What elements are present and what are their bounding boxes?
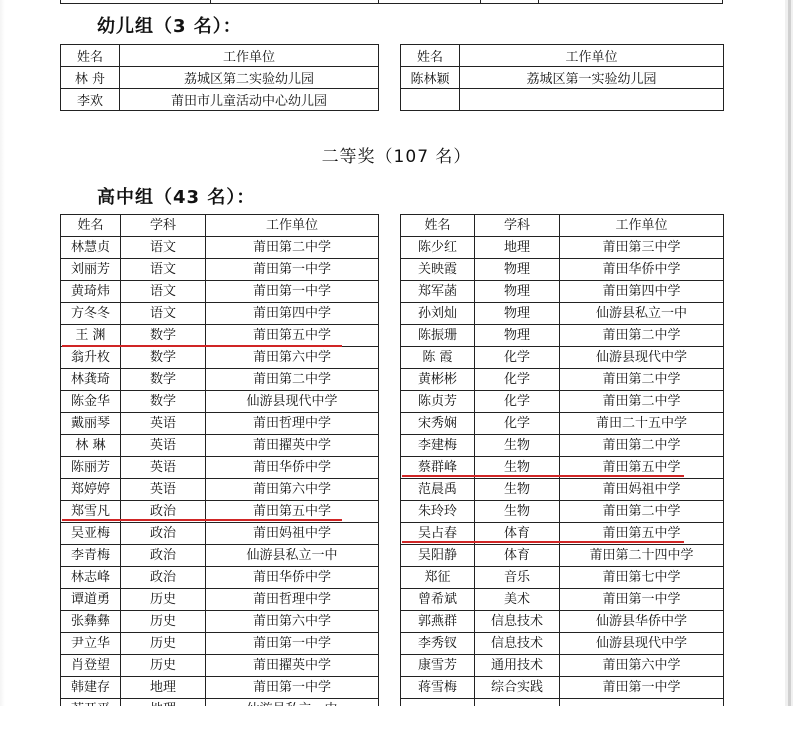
subject-cell: 生物 [475,501,560,523]
unit-cell: 莆田第二中学 [560,501,724,523]
unit-cell: 荔城区第二实验幼儿园 [120,67,379,89]
name-cell: 曾希斌 [401,589,475,611]
subject-cell: 综合实践 [475,677,560,699]
column-gap [379,611,401,633]
page-edge [0,0,5,742]
name-cell: 肖登望 [61,655,121,677]
unit-cell: 莆田第二中学 [560,391,724,413]
table-row [61,589,724,611]
name-cell: 陈少红 [401,237,475,259]
header-name: 姓名 [401,45,460,67]
header-name: 姓名 [401,215,475,237]
unit-cell: 莆田华侨中学 [206,567,379,589]
name-cell: 黄琦炜 [61,281,121,303]
subject-cell: 历史 [121,611,206,633]
name-cell: 谭道勇 [61,589,121,611]
unit-cell: 莆田第六中学 [206,479,379,501]
name-cell: 郑征 [401,567,475,589]
unit-cell: 仙游县现代中学 [560,633,724,655]
second-prize-title: 二等奖（107 名） [321,147,472,167]
unit-cell: 莆田第六中学 [560,655,724,677]
name-cell: 陈丽芳 [61,457,121,479]
subject-cell: 英语 [121,435,206,457]
column-gap [379,215,401,237]
name-cell: 尹立华 [61,633,121,655]
subject-cell: 数学 [121,347,206,369]
header-name: 姓名 [61,45,120,67]
name-cell: 张彝彝 [61,611,121,633]
subject-cell: 生物 [475,435,560,457]
unit-cell: 莆田妈祖中学 [206,523,379,545]
subject-cell: 政治 [121,523,206,545]
scrollbar[interactable] [785,0,793,742]
unit-cell: 莆田第一中学 [206,259,379,281]
header-unit: 工作单位 [120,45,379,67]
unit-cell: 仙游县私立一中 [560,303,724,325]
table-row [61,633,724,655]
name-cell: 吴亚梅 [61,523,121,545]
column-gap [379,567,401,589]
unit-cell: 莆田擢英中学 [206,435,379,457]
name-cell: 林慧贞 [61,237,121,259]
subject-cell: 语文 [121,281,206,303]
subject-cell: 音乐 [475,567,560,589]
table-row [61,391,724,413]
name-cell: 蒋雪梅 [401,677,475,699]
table-row [61,413,724,435]
name-cell [401,89,460,111]
subject-cell: 数学 [121,391,206,413]
subject-cell: 化学 [475,413,560,435]
name-cell: 翁升枚 [61,347,121,369]
table-row [61,281,724,303]
unit-cell: 莆田第二中学 [206,237,379,259]
name-cell: 朱玲玲 [401,501,475,523]
name-cell: 宋秀娴 [401,413,475,435]
unit-cell: 莆田第六中学 [206,347,379,369]
subject-cell: 生物 [475,457,560,479]
table-row [61,677,724,699]
red-underline-mark [402,475,684,477]
name-cell: 李秀钗 [401,633,475,655]
name-cell: 王 渊 [61,325,121,347]
unit-cell: 莆田第二十四中学 [560,545,724,567]
subject-cell: 化学 [475,391,560,413]
unit-cell: 莆田市儿童活动中心幼儿园 [120,89,379,111]
table-row [61,303,724,325]
table-row [61,237,724,259]
column-gap [379,523,401,545]
unit-cell: 莆田第一中学 [560,589,724,611]
unit-cell: 莆田哲理中学 [206,589,379,611]
unit-cell: 莆田第一中学 [206,677,379,699]
subject-cell: 英语 [121,413,206,435]
subject-cell: 地理 [121,677,206,699]
subject-cell: 历史 [121,633,206,655]
unit-cell: 莆田华侨中学 [560,259,724,281]
header-name: 姓名 [61,215,121,237]
column-gap [379,259,401,281]
subject-cell: 语文 [121,259,206,281]
table-row [61,347,724,369]
unit-cell: 莆田第二中学 [560,369,724,391]
name-cell: 郑雪凡 [61,501,121,523]
unit-cell: 莆田第一中学 [206,281,379,303]
unit-cell: 莆田第五中学 [206,501,379,523]
kindergarten-table [60,44,724,111]
scrollbar-thumb[interactable] [788,0,791,742]
unit-cell: 莆田第五中学 [560,457,724,479]
name-cell: 刘丽芳 [61,259,121,281]
column-gap [379,281,401,303]
subject-cell: 信息技术 [475,611,560,633]
name-cell: 蔡群峰 [401,457,475,479]
unit-cell: 莆田二十五中学 [560,413,724,435]
name-cell: 黄彬彬 [401,369,475,391]
unit-cell: 莆田第一中学 [206,633,379,655]
subject-cell: 物理 [475,325,560,347]
column-gap [379,501,401,523]
unit-cell: 莆田第四中学 [560,281,724,303]
subject-cell: 语文 [121,237,206,259]
previous-table-bottom [60,0,723,4]
column-gap [379,325,401,347]
name-cell: 郑军菡 [401,281,475,303]
name-cell: 陈 霞 [401,347,475,369]
name-cell: 吴阳静 [401,545,475,567]
subject-cell: 物理 [475,281,560,303]
subject-cell: 美术 [475,589,560,611]
table-header-row [61,215,724,237]
table-row [61,259,724,281]
unit-cell: 莆田第四中学 [206,303,379,325]
table-row [61,479,724,501]
column-gap [379,303,401,325]
name-cell: 关映霞 [401,259,475,281]
name-cell: 郭燕群 [401,611,475,633]
unit-cell: 莆田妈祖中学 [560,479,724,501]
unit-cell [460,89,724,111]
subject-cell: 英语 [121,457,206,479]
column-gap [379,413,401,435]
subject-cell: 政治 [121,501,206,523]
name-cell: 方冬冬 [61,303,121,325]
subject-cell: 英语 [121,479,206,501]
subject-cell: 生物 [475,479,560,501]
column-gap [379,677,401,699]
page-cutoff [0,706,793,742]
name-cell: 孙刘灿 [401,303,475,325]
column-gap [379,435,401,457]
name-cell: 韩建存 [61,677,121,699]
red-underline-mark [62,345,342,347]
column-gap [379,237,401,259]
unit-cell: 莆田第五中学 [206,325,379,347]
unit-cell: 莆田第六中学 [206,611,379,633]
red-underline-mark [402,541,684,543]
table-row [61,655,724,677]
table-row [61,545,724,567]
name-cell: 陈振珊 [401,325,475,347]
unit-cell: 荔城区第一实验幼儿园 [460,67,724,89]
subject-cell: 语文 [121,303,206,325]
unit-cell: 仙游县私立一中 [206,545,379,567]
subject-cell: 政治 [121,567,206,589]
table-row [61,89,724,111]
table-row [61,435,724,457]
header-unit: 工作单位 [560,215,724,237]
column-gap [379,369,401,391]
column-gap [379,589,401,611]
name-cell: 林 琳 [61,435,121,457]
highschool-heading: 高中组（43 名）： [97,187,256,208]
column-gap [379,347,401,369]
subject-cell: 物理 [475,259,560,281]
name-cell: 李青梅 [61,545,121,567]
highschool-table [60,214,724,721]
table-header-row [61,45,724,67]
header-subject: 学科 [475,215,560,237]
subject-cell: 物理 [475,303,560,325]
unit-cell: 仙游县现代中学 [206,391,379,413]
subject-cell: 政治 [121,545,206,567]
name-cell: 戴丽琴 [61,413,121,435]
header-subject: 学科 [121,215,206,237]
table-row [61,369,724,391]
column-gap [379,545,401,567]
subject-cell: 数学 [121,369,206,391]
column-gap [379,391,401,413]
name-cell: 郑婷婷 [61,479,121,501]
name-cell: 林 舟 [61,67,120,89]
subject-cell: 化学 [475,369,560,391]
column-gap [379,655,401,677]
subject-cell: 通用技术 [475,655,560,677]
subject-cell: 化学 [475,347,560,369]
subject-cell: 历史 [121,655,206,677]
subject-cell: 地理 [475,237,560,259]
table-row [61,67,724,89]
kindergarten-heading: 幼儿组（3 名）： [97,16,242,37]
unit-cell: 莆田华侨中学 [206,457,379,479]
unit-cell: 莆田哲理中学 [206,413,379,435]
name-cell: 吴占春 [401,523,475,545]
name-cell: 林志峰 [61,567,121,589]
table-row [61,567,724,589]
unit-cell: 仙游县现代中学 [560,347,724,369]
column-gap [379,633,401,655]
name-cell: 林龚琦 [61,369,121,391]
unit-cell: 莆田第一中学 [560,677,724,699]
header-unit: 工作单位 [206,215,379,237]
unit-cell: 莆田第二中学 [560,325,724,347]
subject-cell: 体育 [475,523,560,545]
name-cell: 陈林颖 [401,67,460,89]
column-gap [379,479,401,501]
table-row [61,325,724,347]
subject-cell: 信息技术 [475,633,560,655]
column-gap [379,457,401,479]
unit-cell: 莆田擢英中学 [206,655,379,677]
unit-cell: 莆田第七中学 [560,567,724,589]
subject-cell: 数学 [121,325,206,347]
subject-cell: 历史 [121,589,206,611]
name-cell: 康雪芳 [401,655,475,677]
red-underline-mark [62,519,342,521]
unit-cell: 莆田第二中学 [206,369,379,391]
header-unit: 工作单位 [460,45,724,67]
name-cell: 李欢 [61,89,120,111]
subject-cell: 体育 [475,545,560,567]
table-row [61,611,724,633]
name-cell: 李建梅 [401,435,475,457]
name-cell: 陈贞芳 [401,391,475,413]
name-cell: 陈金华 [61,391,121,413]
unit-cell: 莆田第三中学 [560,237,724,259]
unit-cell: 仙游县华侨中学 [560,611,724,633]
unit-cell: 莆田第二中学 [560,435,724,457]
name-cell: 范晨禹 [401,479,475,501]
unit-cell: 莆田第五中学 [560,523,724,545]
